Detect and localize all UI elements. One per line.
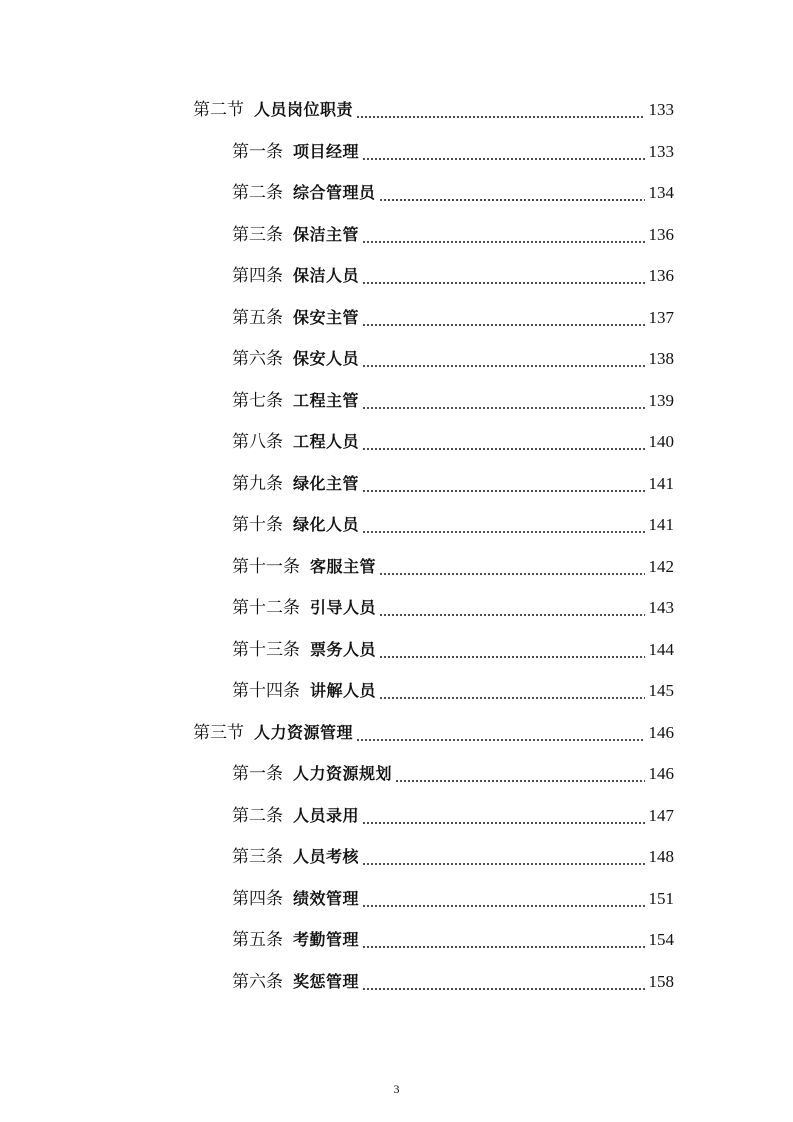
dot-leader — [362, 158, 645, 160]
toc-entry-number: 第四条 — [232, 266, 283, 286]
toc-section-entry[interactable] — [193, 713, 674, 753]
toc-entry-number: 第六条 — [232, 971, 283, 992]
toc-entry-number: 第十二条 — [232, 598, 300, 618]
toc-entry-page: 134 — [648, 183, 674, 202]
toc-entry-number: 第十四条 — [232, 681, 300, 701]
toc-article-entry[interactable] — [232, 132, 674, 172]
dot-leader — [362, 531, 645, 533]
page-number: 3 — [393, 1082, 400, 1096]
toc-entry-page: 145 — [648, 681, 674, 700]
toc-entry-title: 保安主管 — [293, 307, 360, 327]
toc-entry-page: 146 — [648, 764, 674, 783]
toc-article-entry[interactable] — [232, 339, 674, 379]
toc-article-entry[interactable] — [232, 920, 674, 960]
toc-entry-page: 133 — [648, 100, 674, 119]
toc-article-entry[interactable] — [232, 879, 674, 919]
dot-leader — [362, 407, 645, 409]
toc-entry-title: 综合管理员 — [293, 183, 376, 202]
dot-leader — [379, 199, 645, 201]
toc-entry-number: 第三节 — [193, 722, 244, 743]
toc-entry-number: 第五条 — [232, 930, 283, 950]
toc-entry-page: 136 — [648, 266, 674, 285]
toc-entry-title: 票务人员 — [310, 639, 377, 659]
toc-entry-page: 133 — [648, 141, 674, 161]
toc-article-entry[interactable] — [232, 381, 674, 421]
toc-entry-title: 讲解人员 — [310, 681, 377, 700]
toc-entry-title: 保洁主管 — [293, 224, 360, 244]
toc-entry-page: 151 — [648, 888, 674, 908]
dot-leader — [395, 780, 645, 782]
toc-entry-page: 138 — [648, 349, 674, 368]
toc-entry-number: 第二条 — [232, 805, 283, 826]
dot-leader — [379, 697, 645, 699]
toc-entry-number: 第六条 — [232, 349, 283, 369]
dot-leader — [379, 614, 645, 616]
toc-entry-number: 第一条 — [232, 764, 283, 784]
toc-article-entry[interactable] — [232, 173, 674, 213]
dot-leader — [362, 365, 645, 367]
toc-article-entry[interactable] — [232, 671, 674, 711]
toc-entry-number: 第四条 — [232, 888, 283, 909]
toc-entry-page: 136 — [648, 224, 674, 244]
dot-leader — [362, 324, 645, 326]
dot-leader — [362, 863, 645, 865]
toc-entry-title: 绿化人员 — [293, 515, 360, 534]
toc-entry-title: 工程主管 — [293, 390, 360, 410]
toc-entry-title: 保安人员 — [293, 349, 360, 368]
toc-article-entry[interactable] — [232, 547, 674, 587]
toc-entry-number: 第一条 — [232, 141, 283, 162]
toc-entry-page: 143 — [648, 598, 674, 617]
toc-entry-page: 140 — [648, 432, 674, 451]
dot-leader — [362, 822, 645, 824]
toc-article-entry[interactable] — [232, 464, 674, 504]
toc-entry-number: 第五条 — [232, 307, 283, 328]
toc-entry-page: 139 — [648, 390, 674, 410]
toc-article-entry[interactable] — [232, 298, 674, 338]
toc-entry-title: 绿化主管 — [293, 473, 360, 493]
toc-entry-page: 158 — [648, 971, 674, 991]
dot-leader — [379, 573, 645, 575]
toc-entry-number: 第十一条 — [232, 556, 300, 577]
dot-leader — [356, 739, 645, 741]
toc-entry-number: 第二节 — [193, 100, 244, 120]
toc-article-entry[interactable] — [232, 422, 674, 462]
toc-article-entry[interactable] — [232, 796, 674, 836]
toc-entry-title: 绩效管理 — [293, 888, 360, 908]
dot-leader — [362, 905, 645, 907]
toc-entry-title: 项目经理 — [293, 141, 360, 161]
toc-entry-number: 第二条 — [232, 183, 283, 203]
toc-entry-title: 工程人员 — [293, 432, 360, 451]
toc-entry-number: 第十条 — [232, 515, 283, 535]
toc-entry-page: 137 — [648, 307, 674, 327]
toc-entry-title: 保洁人员 — [293, 266, 360, 285]
toc-entry-page: 148 — [648, 847, 674, 866]
toc-entry-number: 第三条 — [232, 847, 283, 867]
toc-entry-page: 142 — [648, 556, 674, 576]
toc-entry-title: 引导人员 — [310, 598, 377, 617]
toc-article-entry[interactable] — [232, 505, 674, 545]
dot-leader — [356, 116, 645, 118]
dot-leader — [362, 448, 645, 450]
toc-entry-title: 奖惩管理 — [293, 971, 360, 991]
toc-article-entry[interactable] — [232, 962, 674, 1002]
toc-entry-title: 人力资源管理 — [254, 722, 354, 742]
toc-entry-page: 144 — [648, 639, 674, 659]
dot-leader — [362, 988, 645, 990]
dot-leader — [362, 490, 645, 492]
toc-article-entry[interactable] — [232, 588, 674, 628]
toc-entry-number: 第七条 — [232, 390, 283, 411]
toc-entry-page: 146 — [648, 722, 674, 742]
toc-entry-page: 141 — [648, 515, 674, 534]
dot-leader — [362, 282, 645, 284]
toc-entry-number: 第三条 — [232, 224, 283, 245]
toc-article-entry[interactable] — [232, 215, 674, 255]
toc-entry-title: 客服主管 — [310, 556, 377, 576]
toc-entry-number: 第九条 — [232, 473, 283, 494]
toc-entry-page: 154 — [648, 930, 674, 949]
dot-leader — [362, 946, 645, 948]
toc-entry-number: 第十三条 — [232, 639, 300, 660]
toc-section-entry[interactable] — [193, 90, 674, 130]
toc-entry-title: 人力资源规划 — [293, 764, 393, 783]
toc-entry-number: 第八条 — [232, 432, 283, 452]
toc-entry-title: 人员岗位职责 — [254, 100, 354, 119]
toc-entry-page: 141 — [648, 473, 674, 493]
toc-article-entry[interactable] — [232, 754, 674, 794]
toc-entry-title: 人员考核 — [293, 847, 360, 866]
toc-entry-title: 考勤管理 — [293, 930, 360, 949]
toc-article-entry[interactable] — [232, 256, 674, 296]
toc-article-entry[interactable] — [232, 630, 674, 670]
dot-leader — [362, 241, 645, 243]
toc-article-entry[interactable] — [232, 837, 674, 877]
toc-entry-page: 147 — [648, 805, 674, 825]
toc-entry-title: 人员录用 — [293, 805, 360, 825]
dot-leader — [379, 656, 645, 658]
